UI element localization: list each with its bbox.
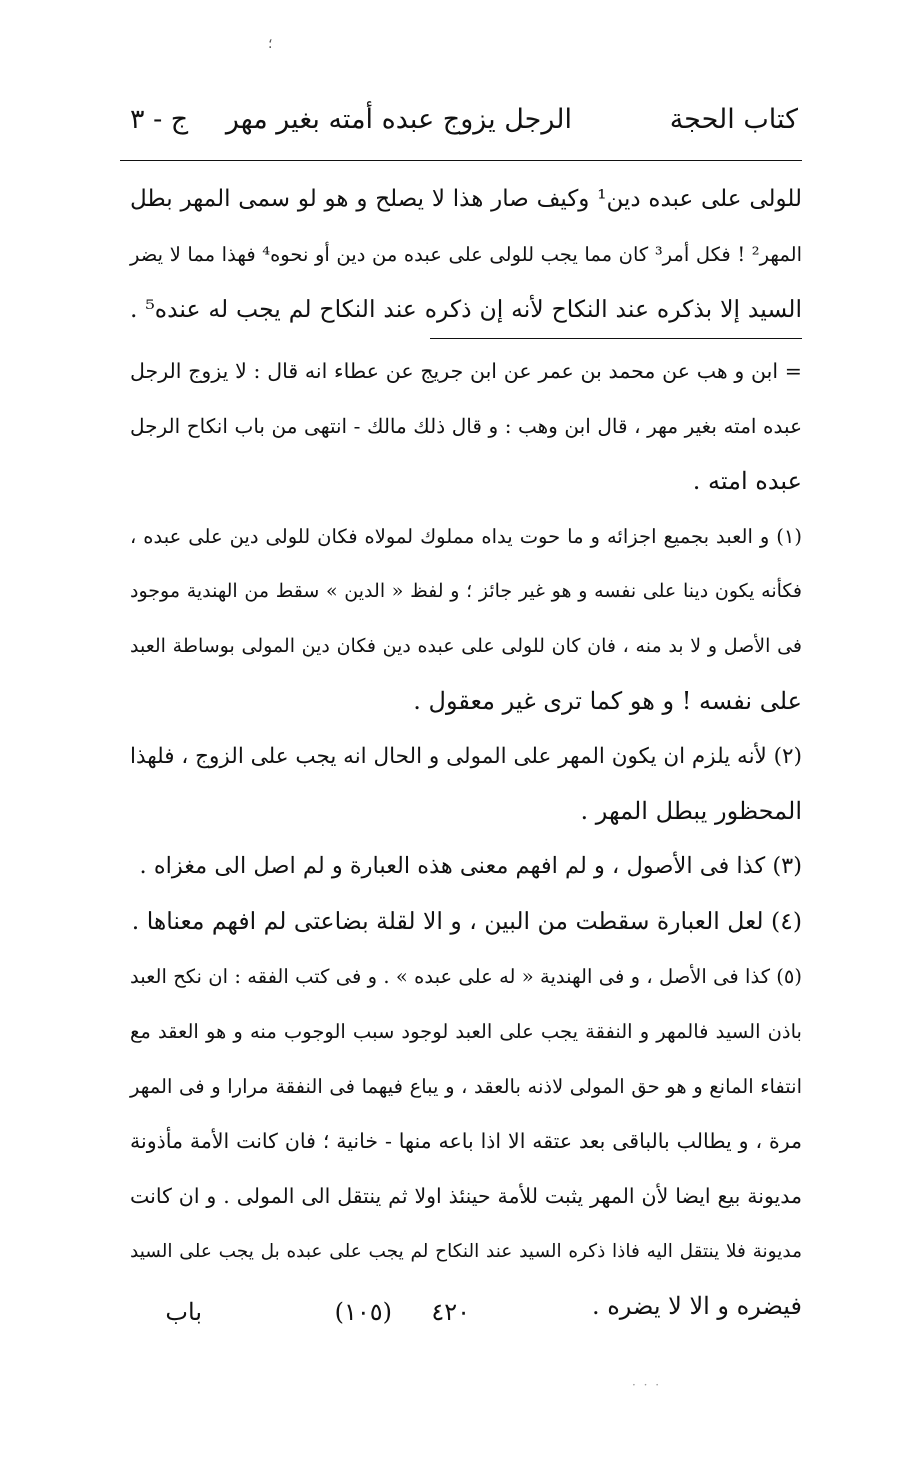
header-volume: ج - ٣: [130, 104, 189, 135]
footnote-5-line: مرة ، و يطالب بالباقى بعد عتقه الا اذا باعه منها - خانية ؛ فان كانت الأمة مأذونة: [130, 1129, 802, 1153]
page-footer: [130, 1298, 802, 1338]
footnote-1-line: (١) و العبد بجميع اجزائه و ما حوت يداه مملوك لمولاه فكان للولى دين على عبده ،: [130, 525, 802, 548]
entry-number: (١٠٥): [334, 1298, 392, 1326]
header-rule: [120, 160, 802, 161]
catchword: باب: [165, 1298, 202, 1326]
top-mark: ؛: [268, 36, 273, 52]
footnote-2-line: المحظور يبطل المهر .: [580, 797, 802, 825]
page-number: ٤٢٠: [431, 1298, 470, 1326]
footnote-5-line: انتفاء المانع و هو حق المولى لاذنه بالعقد ، و يباع فيهما فى النفقة مرارا و فى المهر: [130, 1075, 802, 1098]
main-text: [130, 172, 802, 337]
main-line: السيد إلا بذكره عند النكاح لأنه إن ذكره عند النكاح لم يجب له عنده⁵ .: [130, 295, 802, 323]
running-header: [130, 104, 802, 152]
footnote-5-line: (٥) كذا فى الأصل ، و فى الهندية « له على عبده » . و فى كتب الفقه : ان نكح العبد: [130, 965, 802, 988]
header-book-title: كتاب الحجة: [669, 104, 798, 135]
footnote-5-line: فيضره و الا لا يضره .: [591, 1292, 802, 1320]
footnote-continuation-line: عبده امته بغير مهر ، قال ابن وهب : و قال ذلك مالك - انتهى من باب انكاح الرجل: [130, 414, 803, 438]
footnote-3: (٣) كذا فى الأصول ، و لم افهم معنى هذه العبارة و لم اصل الى مغزاه .: [139, 853, 802, 879]
bottom-dots: · · ·: [632, 1378, 662, 1392]
footnote-2-line: (٢) لأنه يلزم ان يكون المهر على المولى و الحال انه يجب على الزوج ، فلهذا: [130, 744, 802, 769]
footnote-1-line: على نفسه ! و هو كما ترى غير معقول .: [413, 687, 802, 715]
footnote-5-line: مديونة فلا ينتقل اليه فاذا ذكره السيد عند النكاح لم يجب على عبده بل يجب على السيد: [130, 1241, 802, 1262]
footnote-1-line: فى الأصل و لا بد منه ، فان كان للولى على عبده دين فكان دين المولى بوساطة العبد: [130, 635, 802, 657]
footnote-continuation-line: عبده امته .: [692, 467, 802, 495]
footnote-rule: [430, 338, 802, 339]
footnote-continuation-line: = ابن و هب عن محمد بن عمر عن ابن جريج عن عطاء انه قال : لا يزوج الرجل: [130, 359, 802, 383]
footnote-4: (٤) لعل العبارة سقطت من البين ، و الا لقلة بضاعتى لم افهم معناها .: [131, 907, 802, 935]
header-section-title: الرجل يزوج عبده أمته بغير مهر: [225, 104, 572, 135]
main-line: المهر² ! فكل أمر³ كان مما يجب للولى على عبده من دين أو نحوه⁴ فهذا مما لا يضر: [130, 243, 802, 266]
footnote-5-line: مديونة بيع ايضا لأن المهر يثبت للأمة حينئذ اولا ثم ينتقل الى المولى . و ان كانت: [130, 1184, 802, 1208]
footnote-5-line: باذن السيد فالمهر و النفقة يجب على العبد لوجود سبب الوجوب منه و هو العقد مع: [130, 1020, 802, 1043]
main-line: للولى على عبده دين¹ وكيف صار هذا لا يصلح و هو لو سمى المهر بطل: [130, 186, 803, 212]
footnote-1-line: فكأنه يكون دينا على نفسه و هو غير جائز ؛ و لفظ « الدين » سقط من الهندية موجود: [130, 580, 802, 602]
footnotes: [130, 344, 802, 1334]
